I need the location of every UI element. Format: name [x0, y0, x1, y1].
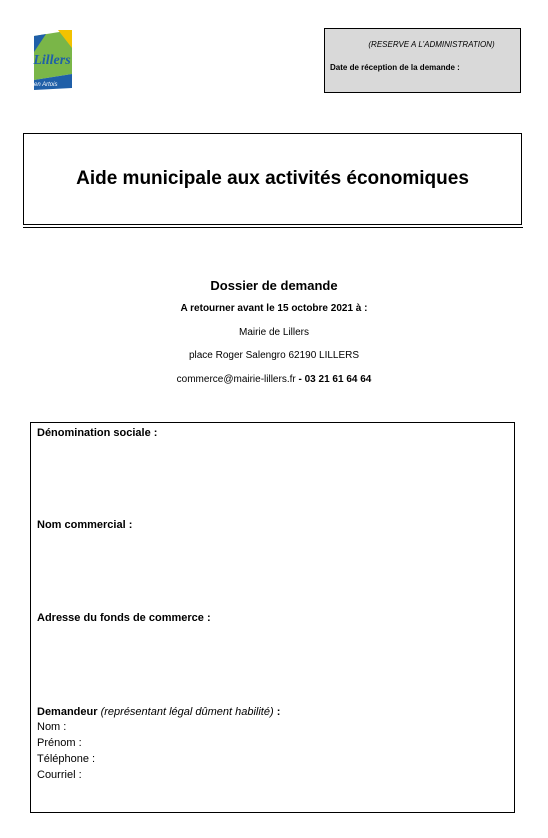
- logo-name: Lillers: [33, 53, 71, 68]
- logo-tagline: en Artois: [34, 82, 58, 88]
- adresse-fonds-label: Adresse du fonds de commerce :: [37, 612, 211, 624]
- telephone-label: Téléphone :: [37, 753, 96, 765]
- admin-reserved-box: [324, 28, 521, 93]
- dossier-mairie: Mairie de Lillers: [238, 327, 310, 338]
- demandeur-colon: :: [273, 706, 281, 718]
- dossier-title: Dossier de demande: [210, 278, 338, 293]
- demandeur-note: (représentant légal dûment habilité): [100, 706, 274, 718]
- prenom-label: Prénom :: [37, 737, 82, 749]
- denomination-sociale-label: Dénomination sociale :: [37, 427, 158, 439]
- nom-commercial-label: Nom commercial :: [37, 519, 133, 531]
- courriel-label: Courriel :: [37, 769, 82, 781]
- demandeur-label: [37, 706, 280, 718]
- page-title: Aide municipale aux activités économiques: [76, 168, 469, 189]
- reception-date-label: Date de réception de la demande :: [330, 63, 460, 72]
- contact-email[interactable]: commerce@mairie-lillers.fr: [176, 374, 296, 385]
- nom-label: Nom :: [37, 721, 67, 733]
- admin-reserved-title: (RESERVE A L’ADMINISTRATION): [368, 40, 495, 49]
- demandeur-title: Demandeur: [37, 706, 98, 718]
- lillers-logo: [28, 28, 78, 92]
- application-form-box: [30, 422, 515, 813]
- title-box: [23, 133, 522, 225]
- dossier-contact: [0, 374, 548, 385]
- dossier-address: place Roger Salengro 62190 LILLERS: [188, 350, 360, 361]
- contact-phone: 03 21 61 64 64: [304, 374, 372, 385]
- dossier-deadline: A retourner avant le 15 octobre 2021 à :: [180, 303, 368, 314]
- contact-separator: -: [295, 374, 305, 385]
